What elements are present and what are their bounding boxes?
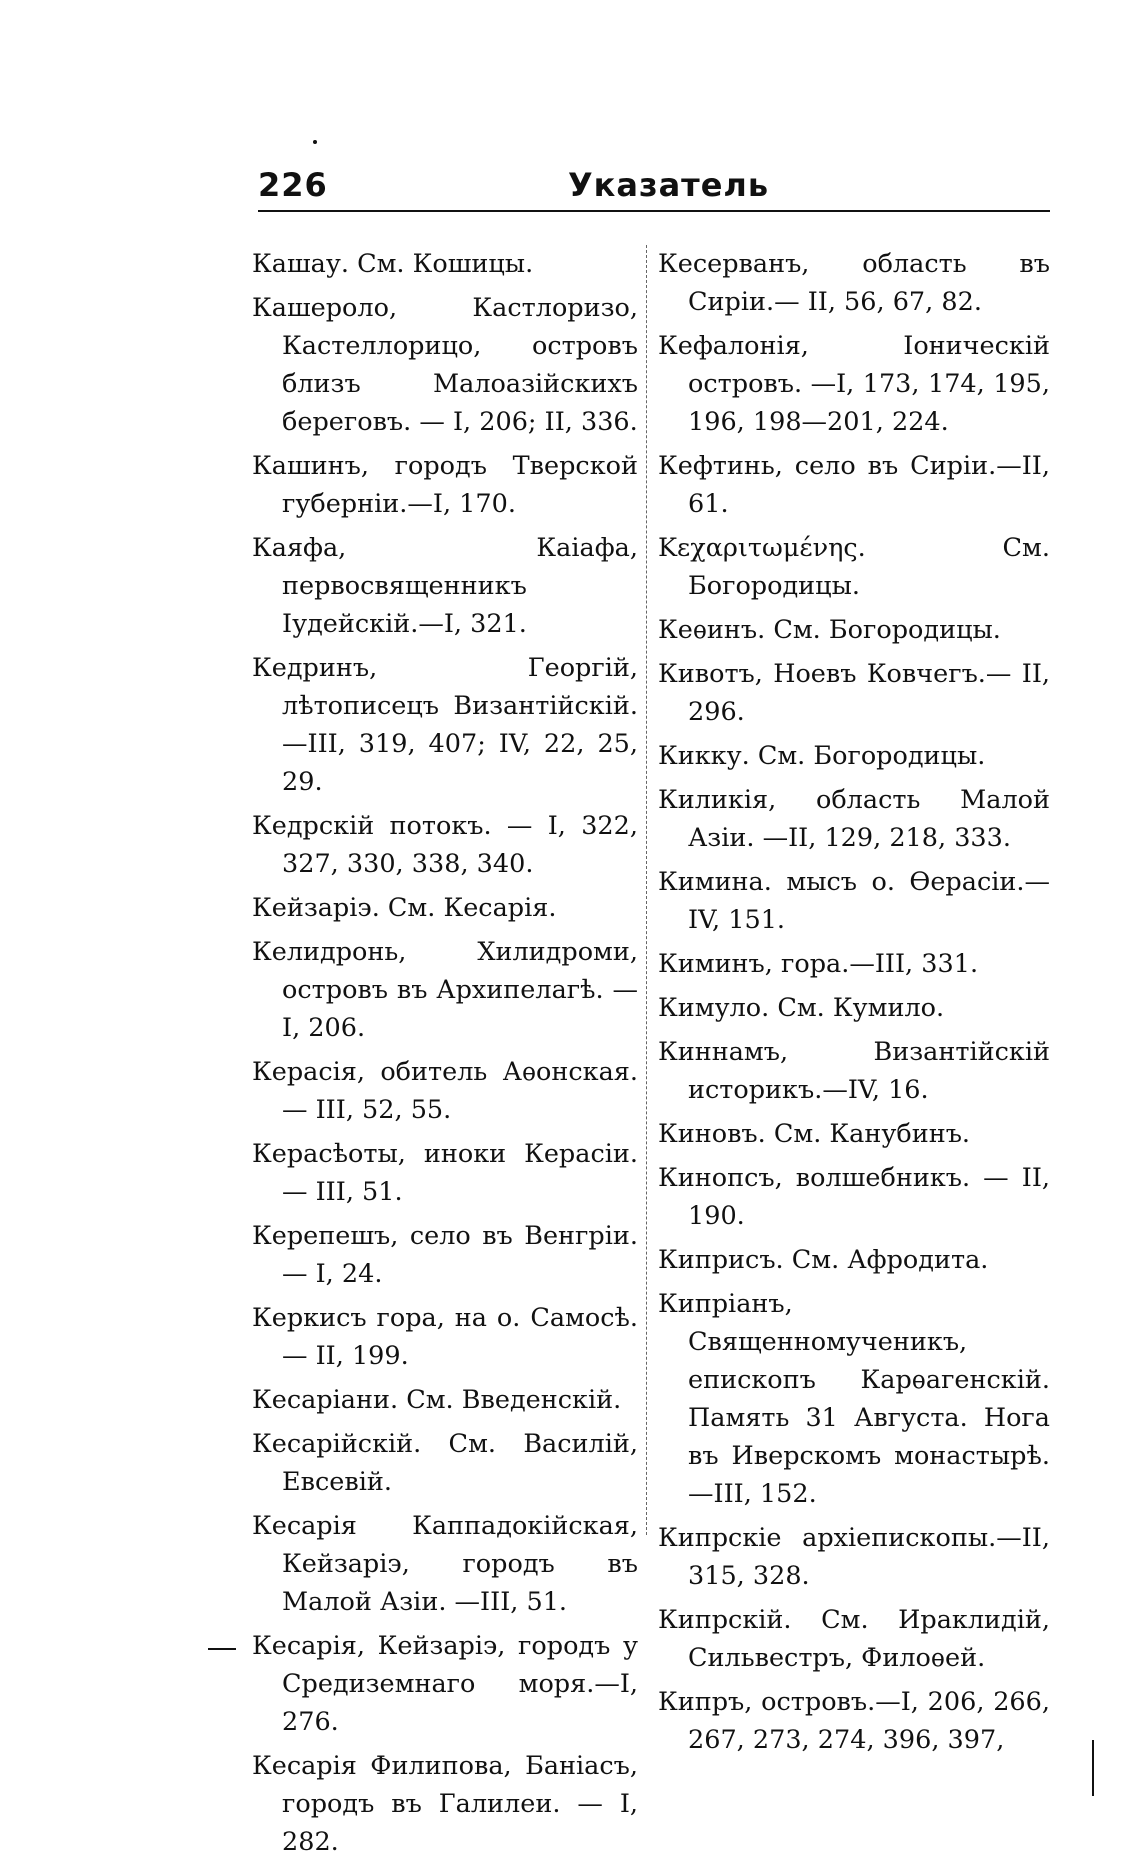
index-entry: Кипрскіе архіепископы.—II, 315, 328. <box>658 1523 1050 1591</box>
index-entry: Кефтинь, село въ Сиріи.—II, 61. <box>658 451 1050 519</box>
page-header <box>258 160 1050 212</box>
print-dash <box>208 1648 236 1650</box>
left-column <box>252 245 638 1867</box>
index-entry: Кашероло, Кастлоризо, Кастеллорицо, островъ близъ Малоазійскихъ береговъ. — I, 206; II, 336. <box>252 293 638 437</box>
index-entry: Кесаріани. См. Введенскій. <box>252 1385 622 1415</box>
index-entry: Киновъ. См. Канубинъ. <box>658 1119 971 1149</box>
index-entry: Кейзаріэ. См. Кесарія. <box>252 893 557 923</box>
index-entry: Кашау. См. Кошицы. <box>252 249 534 279</box>
index-entry: Кедринъ, Георгій, лѣтописецъ Византійскій.—III, 319, 407; IV, 22, 25, 29. <box>252 653 638 797</box>
index-entry: Кесарійскій. См. Василій, Евсевій. <box>252 1429 638 1497</box>
running-title: Указатель <box>568 166 770 204</box>
index-entry: Керепешъ, село въ Венгріи.— I, 24. <box>252 1221 638 1289</box>
index-entry: Кеѳинъ. См. Богородицы. <box>658 615 1001 645</box>
index-entry: Кесарія Филипова, Баніасъ, городъ въ Галилеи. — I, 282. <box>252 1751 638 1857</box>
index-entry: Киминъ, гора.—III, 331. <box>658 949 979 979</box>
index-entry: Кесарія Каппадокійская, Кейзаріэ, городъ въ Малой Азіи. —III, 51. <box>252 1511 638 1617</box>
index-entry: Киликія, область Малой Азіи. —II, 129, 218, 333. <box>658 785 1050 853</box>
index-entry: Кимуло. См. Кумило. <box>658 993 945 1023</box>
index-entry: Кесарія, Кейзаріэ, городъ у Средиземнаго моря.—I, 276. <box>252 1631 638 1737</box>
index-entry: Киприсъ. См. Афродита. <box>658 1245 989 1275</box>
index-entry: Кефалонія, Іоническій островъ. —I, 173, 174, 195, 196, 198—201, 224. <box>658 331 1050 437</box>
index-entry: Кимина. мысъ о. Ѳерасіи.— IV, 151. <box>658 867 1050 935</box>
index-entry: Кипръ, островъ.—I, 206, 266, 267, 273, 274, 396, 397, <box>658 1687 1050 1755</box>
index-entry: Керасѣоты, иноки Керасіи.— III, 51. <box>252 1139 638 1207</box>
index-entry: Κεχαριτωμένης. См. Богородицы. <box>658 533 1050 601</box>
index-entry: Кинопсъ, волшебникъ. — II, 190. <box>658 1163 1050 1231</box>
index-entry: Келидронь, Хилидроми, островъ въ Архипелагѣ. — I, 206. <box>252 937 638 1043</box>
column-divider <box>646 245 647 1535</box>
page-number: 226 <box>258 166 328 204</box>
index-entry: Кедрскій потокъ. — I, 322, 327, 330, 338, 340. <box>252 811 638 879</box>
index-entry: Керкисъ гора, на о. Самосѣ.— II, 199. <box>252 1303 638 1371</box>
index-entry: Кивотъ, Ноевъ Ковчегъ.— II, 296. <box>658 659 1050 727</box>
index-entry: Кипріанъ, Священномученикъ, епископъ Карѳагенскій. Память 31 Августа. Нога въ Иверскомъ монастырѣ.—III, 152. <box>658 1289 1050 1509</box>
index-entry: Керасія, обитель Аѳонская.— III, 52, 55. <box>252 1057 638 1125</box>
index-entry: Киннамъ, Византійскій историкъ.—IV, 16. <box>658 1037 1050 1105</box>
index-entry: Кикку. См. Богородицы. <box>658 741 986 771</box>
index-entry: Каяфа, Каіафа, первосвященникъ Іудейскій.—I, 321. <box>252 533 638 639</box>
right-column <box>658 245 1050 1765</box>
index-entry: Кесерванъ, область въ Сиріи.— II, 56, 67, 82. <box>658 249 1050 317</box>
index-entry: Кипрскій. См. Ираклидій, Сильвестръ, Филоѳей. <box>658 1605 1050 1673</box>
print-bar <box>1092 1740 1094 1796</box>
print-speck <box>313 140 317 144</box>
index-entry: Кашинъ, городъ Тверской губерніи.—I, 170. <box>252 451 638 519</box>
